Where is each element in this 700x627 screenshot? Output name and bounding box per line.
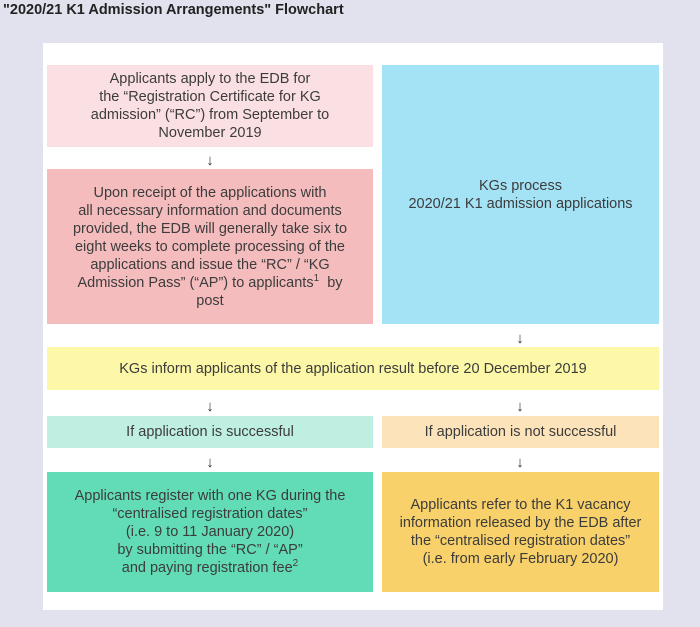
- arrow-down-icon: ↓: [516, 330, 524, 347]
- kg-process-line-1: KGs process: [479, 177, 562, 194]
- apply-line-3: admission” (“RC”) from September to: [90, 107, 330, 123]
- register-box: [47, 472, 373, 592]
- footnote-marker: 1: [313, 272, 320, 284]
- arrow-down-icon: ↓: [206, 454, 214, 471]
- vacancy-line-4: (i.e. from early February 2020): [422, 551, 619, 567]
- not-success-box: [382, 416, 659, 448]
- success-text: If application is successful: [126, 424, 294, 440]
- processing-line-6: Admission Pass” (“AP”) to applicants: [77, 274, 314, 291]
- processing-line-1: Upon receipt of the applications with: [93, 184, 327, 201]
- processing-line-4: eight weeks to complete processing of the: [74, 238, 345, 255]
- processing-box: [47, 169, 373, 324]
- vacancy-line-3: the “centralised registration dates”: [410, 533, 631, 549]
- success-box: [47, 416, 373, 448]
- inform-box: [47, 347, 659, 390]
- arrow-down-icon: ↓: [206, 152, 214, 169]
- register-line-3: (i.e. 9 to 11 January 2020): [125, 524, 295, 540]
- kg-process-box: [382, 65, 659, 324]
- vacancy-box: [382, 472, 659, 592]
- apply-line-1: Applicants apply to the EDB for: [109, 71, 311, 87]
- arrow-down-icon: ↓: [516, 398, 524, 415]
- not-success-text: If application is not successful: [424, 424, 617, 440]
- register-line-5: and paying registration fee: [121, 560, 293, 576]
- register-line-4: by submitting the “RC” / “AP”: [117, 542, 303, 558]
- register-line-2: “centralised registration dates”: [112, 506, 308, 522]
- vacancy-line-1: Applicants refer to the K1 vacancy: [410, 497, 631, 513]
- flowchart-panel: [43, 43, 663, 610]
- processing-line-2: all necessary information and documents: [78, 202, 342, 219]
- processing-by: by: [327, 274, 343, 291]
- kg-process-line-2: 2020/21 K1 admission applications: [408, 195, 633, 212]
- processing-line-7: post: [196, 292, 224, 309]
- vacancy-line-2: information released by the EDB after: [399, 515, 642, 531]
- inform-text: KGs inform applicants of the application result before 20 December 2019: [119, 360, 587, 377]
- processing-line-5: applications and issue the “RC” / “KG: [90, 256, 330, 273]
- apply-line-2: the “Registration Certificate for KG: [99, 89, 321, 105]
- apply-box: [47, 65, 373, 147]
- register-line-1: Applicants register with one KG during the: [74, 488, 346, 504]
- arrow-down-icon: ↓: [206, 398, 214, 415]
- page-title: "2020/21 K1 Admission Arrangements" Flowchart: [3, 2, 344, 18]
- footnote-marker: 2: [292, 558, 299, 569]
- apply-line-4: November 2019: [158, 125, 262, 141]
- processing-line-3: provided, the EDB will generally take six to: [72, 220, 348, 237]
- arrow-down-icon: ↓: [516, 454, 524, 471]
